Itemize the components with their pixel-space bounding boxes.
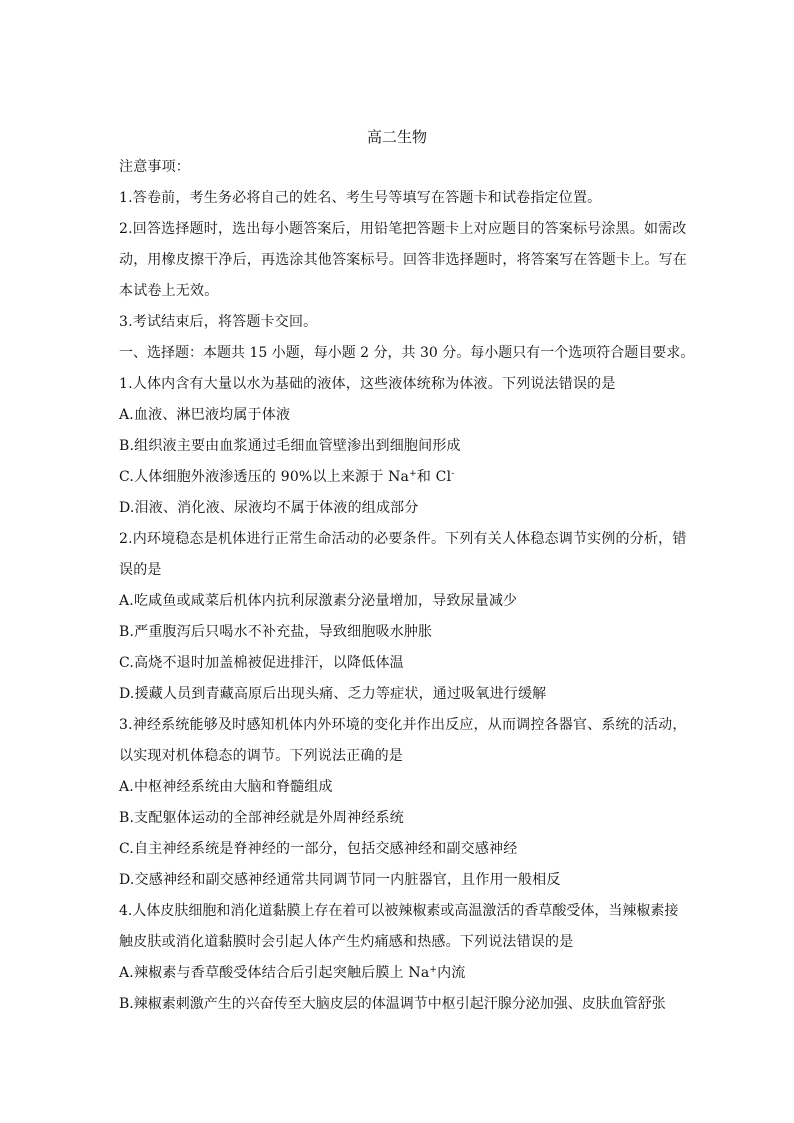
question-4-option-a-text: A.辣椒素与香草酸受体结合后引起突触后膜上 Na [119, 965, 430, 981]
question-3-stem: 3.神经系统能够及时感知机体内外环境的变化并作出反应，从而调控各器官、系统的活动， [119, 717, 687, 733]
question-2-option-d: D.援藏人员到青藏高原后出现头痛、乏力等症状，通过吸氧进行缓解 [119, 686, 547, 702]
question-1-option-a: A.血液、淋巴液均属于体液 [119, 407, 291, 423]
notice-item-2-cont: 动，用橡皮擦干净后，再选涂其他答案标号。回答非选择题时，将答案写在答题卡上。写在 [119, 252, 687, 268]
question-4-option-a-tail: 内流 [437, 965, 466, 981]
notice-item-3: 3.考试结束后，将答题卡交回。 [119, 314, 318, 330]
question-1-option-c-mid: 和 Cl [416, 469, 452, 485]
question-3-option-d: D.交感神经和副交感神经通常共同调节同一内脏器官，且作用一般相反 [119, 872, 561, 888]
question-2-stem: 2.内环境稳态是机体进行正常生命活动的必要条件。下列有关人体稳态调节实例的分析，错 [119, 531, 687, 547]
chloride-charge: - [451, 469, 455, 479]
question-1-option-c-text: C.人体细胞外液渗透压的 90%以上来源于 Na [119, 469, 410, 485]
question-4-stem-cont: 触皮肤或消化道黏膜时会引起人体产生灼痛感和热感。下列说法错误的是 [119, 934, 574, 950]
question-4-option-a [119, 962, 679, 982]
question-2-option-a: A.吃咸鱼或咸菜后机体内抗利尿激素分泌量增加，导致尿量减少 [119, 593, 518, 609]
sodium-charge: + [429, 965, 438, 975]
question-3-option-c: C.自主神经系统是脊神经的一部分，包括交感神经和副交感神经 [119, 841, 518, 857]
notice-item-2: 2.回答选择题时，选出每小题答案后，用铅笔把答题卡上对应题目的答案标号涂黑。如需改 [119, 221, 687, 237]
question-2-option-b: B.严重腹泻后只喝水不补充盐，导致细胞吸水肿胀 [119, 624, 433, 640]
question-1-option-d: D.泪液、消化液、尿液均不属于体液的组成部分 [119, 500, 419, 516]
question-1-option-c [119, 466, 679, 486]
section-heading: 一、选择题：本题共 15 小题，每小题 2 分，共 30 分。每小题只有一个选项符合题目要求。 [119, 345, 695, 361]
question-4-stem: 4.人体皮肤细胞和消化道黏膜上存在着可以被辣椒素或高温激活的香草酸受体，当辣椒素接 [119, 903, 679, 919]
question-1-option-b: B.组织液主要由血浆通过毛细血管壁渗出到细胞间形成 [119, 438, 461, 454]
question-4-option-b: B.辣椒素刺激产生的兴奋传至大脑皮层的体温调节中枢引起汗腺分泌加强、皮肤血管舒张 [119, 996, 666, 1012]
question-3-option-b: B.支配躯体运动的全部神经就是外周神经系统 [119, 810, 404, 826]
sodium-charge: + [409, 469, 417, 479]
notice-heading: 注意事项： [119, 159, 190, 175]
notice-item-2-end: 本试卷上无效。 [119, 283, 219, 299]
question-3-stem-cont: 以实现对机体稳态的调节。下列说法正确的是 [119, 748, 403, 764]
notice-item-1: 1.答卷前，考生务必将自己的姓名、考生号等填写在答题卡和试卷指定位置。 [119, 190, 602, 206]
question-2-stem-cont: 误的是 [119, 562, 162, 578]
question-2-option-c: C.高烧不退时加盖棉被促进排汗，以降低体温 [119, 655, 404, 671]
page-title: 高二生物 [366, 128, 427, 146]
question-1-stem: 1.人体内含有大量以水为基础的液体，这些液体统称为体液。下列说法错误的是 [119, 376, 616, 392]
question-3-option-a: A.中枢神经系统由大脑和脊髓组成 [119, 779, 333, 795]
